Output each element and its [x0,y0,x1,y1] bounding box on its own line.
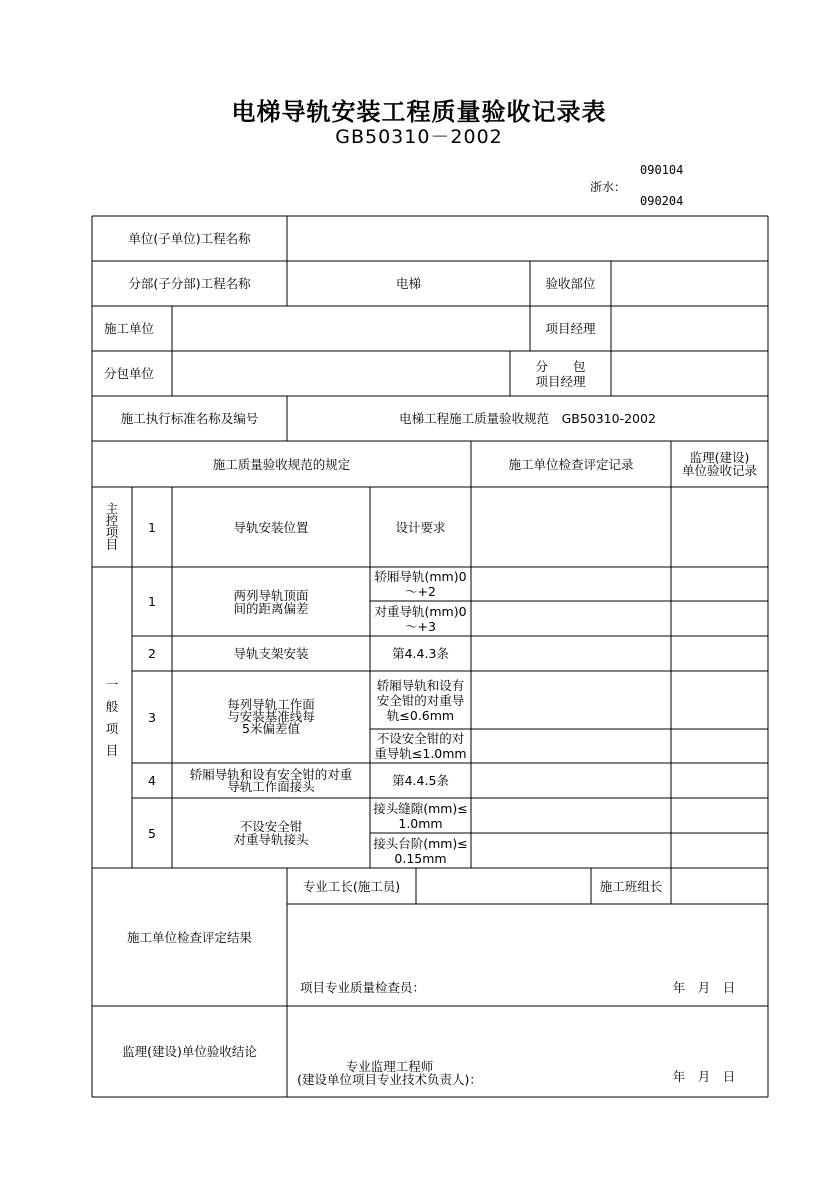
general-item-requirement [370,601,471,636]
general-item-name [172,798,370,868]
item-name-line: 导轨工作面接头 [227,778,315,794]
group-char: 项 [105,720,119,736]
general-item-number: 5 [148,825,156,841]
province-label: 浙水： [590,180,627,194]
general-item-requirement [370,833,471,868]
general-item-requirement: 第4.4.5条 [392,773,449,788]
acceptance-part-label: 验收部位 [545,276,596,291]
requirement-line: 轨≤0.6mm [386,707,455,723]
standard-label: 施工执行标准名称及编号 [120,411,259,426]
requirement-line: 轿厢导轨(mm)0 [374,569,467,584]
group-char: 控 [105,513,119,528]
general-group-label [92,567,132,868]
supervisor-date: 年 月 日 [672,1068,736,1084]
unit-project-field[interactable] [287,216,768,261]
general-item-number: 2 [148,646,156,661]
group-char: 一 [105,676,119,692]
sub-manager-label [510,351,611,396]
general-item-requirement [370,729,471,763]
subcontractor-field[interactable] [172,351,510,396]
item-name-line: 与安装基准线每 [227,709,315,724]
team-leader-field[interactable] [671,868,768,904]
main-item-requirement: 设计要求 [395,519,446,535]
contractor-date: 年 月 日 [672,979,736,995]
project-manager-field[interactable] [611,306,768,351]
supervisor-column-header [671,441,768,487]
form-code-1: 090104 [640,163,684,177]
project-manager-label: 项目经理 [545,321,596,336]
engineer-label-line-2: (建设单位项目专业技术负责人)： [297,1072,482,1087]
subdivision-label: 分部(子分部)工程名称 [128,276,251,291]
team-leader-label: 施工班组长 [599,878,663,894]
requirement-line: 安全钳的对重导 [376,692,465,708]
engineer-label-line-1: 专业监理工程师 [345,1059,434,1074]
requirement-line: 重导轨≤1.0mm [374,746,467,761]
requirement-line: 对重导轨(mm)0 [374,603,467,619]
unit-project-label: 单位(子单位)工程名称 [128,231,251,246]
general-item-requirement [370,671,471,729]
supervisor-header-line-1: 监理(建设) [689,450,750,465]
requirement-line: 接头缝隙(mm)≤ [373,800,468,816]
contractor-check-column-header: 施工单位检查评定记录 [508,456,634,472]
requirement-line: ～+3 [405,618,436,634]
general-item-requirement: 第4.4.3条 [392,646,449,661]
standard-value: 电梯工程施工质量验收规范 GB50310-2002 [399,411,656,426]
contractor-field[interactable] [172,306,530,351]
contractor-result-label: 施工单位检查评定结果 [126,929,252,945]
general-item-number: 1 [148,594,156,609]
group-char: 目 [105,537,119,552]
contractor-label: 施工单位 [104,321,155,336]
general-item-number: 4 [148,773,156,788]
general-item-name [172,763,370,798]
group-char: 主 [105,501,119,516]
general-item-name: 导轨支架安装 [233,646,309,661]
item-name-line: 5米偏差值 [242,721,300,736]
subdivision-field[interactable]: 电梯 [395,276,421,291]
group-char: 般 [105,698,119,714]
sub-manager-label-line-2: 项目经理 [535,373,586,389]
requirement-line: 接头台阶(mm)≤ [373,835,468,851]
item-name-line: 间的距离偏差 [233,600,309,616]
requirement-line: 不设安全钳的对 [376,731,465,746]
requirement-line: 轿厢导轨和设有 [376,677,465,693]
inspector-label: 项目专业质量检查员： [300,979,426,995]
group-char: 目 [105,742,119,758]
requirement-line: ～+2 [405,584,436,599]
standard-code: GB50310－2002 [335,126,503,148]
general-item-number: 3 [148,709,156,725]
item-name-line: 每列导轨工作面 [227,697,315,712]
group-char: 项 [105,525,119,540]
supervisor-result-label: 监理(建设)单位验收结论 [122,1044,257,1059]
document-title: 电梯导轨安装工程质量验收记录表 [231,98,607,126]
sub-manager-label-line-1: 分 包 [535,358,586,374]
foreman-field[interactable] [416,868,591,904]
subcontractor-label: 分包单位 [104,366,155,381]
general-item-requirement [370,567,471,601]
form-code-2: 090204 [640,194,684,208]
main-item-number: 1 [148,519,156,535]
supervisor-header-line-2: 单位验收记录 [681,463,757,478]
item-name-line: 轿厢导轨和设有安全钳的对重 [189,766,353,782]
item-name-line: 两列导轨顶面 [233,587,309,603]
spec-column-header: 施工质量验收规范的规定 [212,456,351,472]
sub-manager-field[interactable] [611,351,768,396]
supervisor-engineer-label [292,1058,487,1088]
general-item-name [172,567,370,636]
acceptance-part-field[interactable] [611,261,768,306]
item-name-line: 对重导轨接头 [233,832,309,847]
main-item-name: 导轨安装位置 [233,519,309,535]
requirement-line: 0.15mm [394,850,447,866]
foreman-label: 专业工长(施工员) [302,878,401,894]
item-name-line: 不设安全钳 [239,819,303,834]
general-item-requirement [370,798,471,833]
main-control-group-label [92,487,132,567]
requirement-line: 1.0mm [398,815,443,831]
general-item-name [172,671,370,763]
